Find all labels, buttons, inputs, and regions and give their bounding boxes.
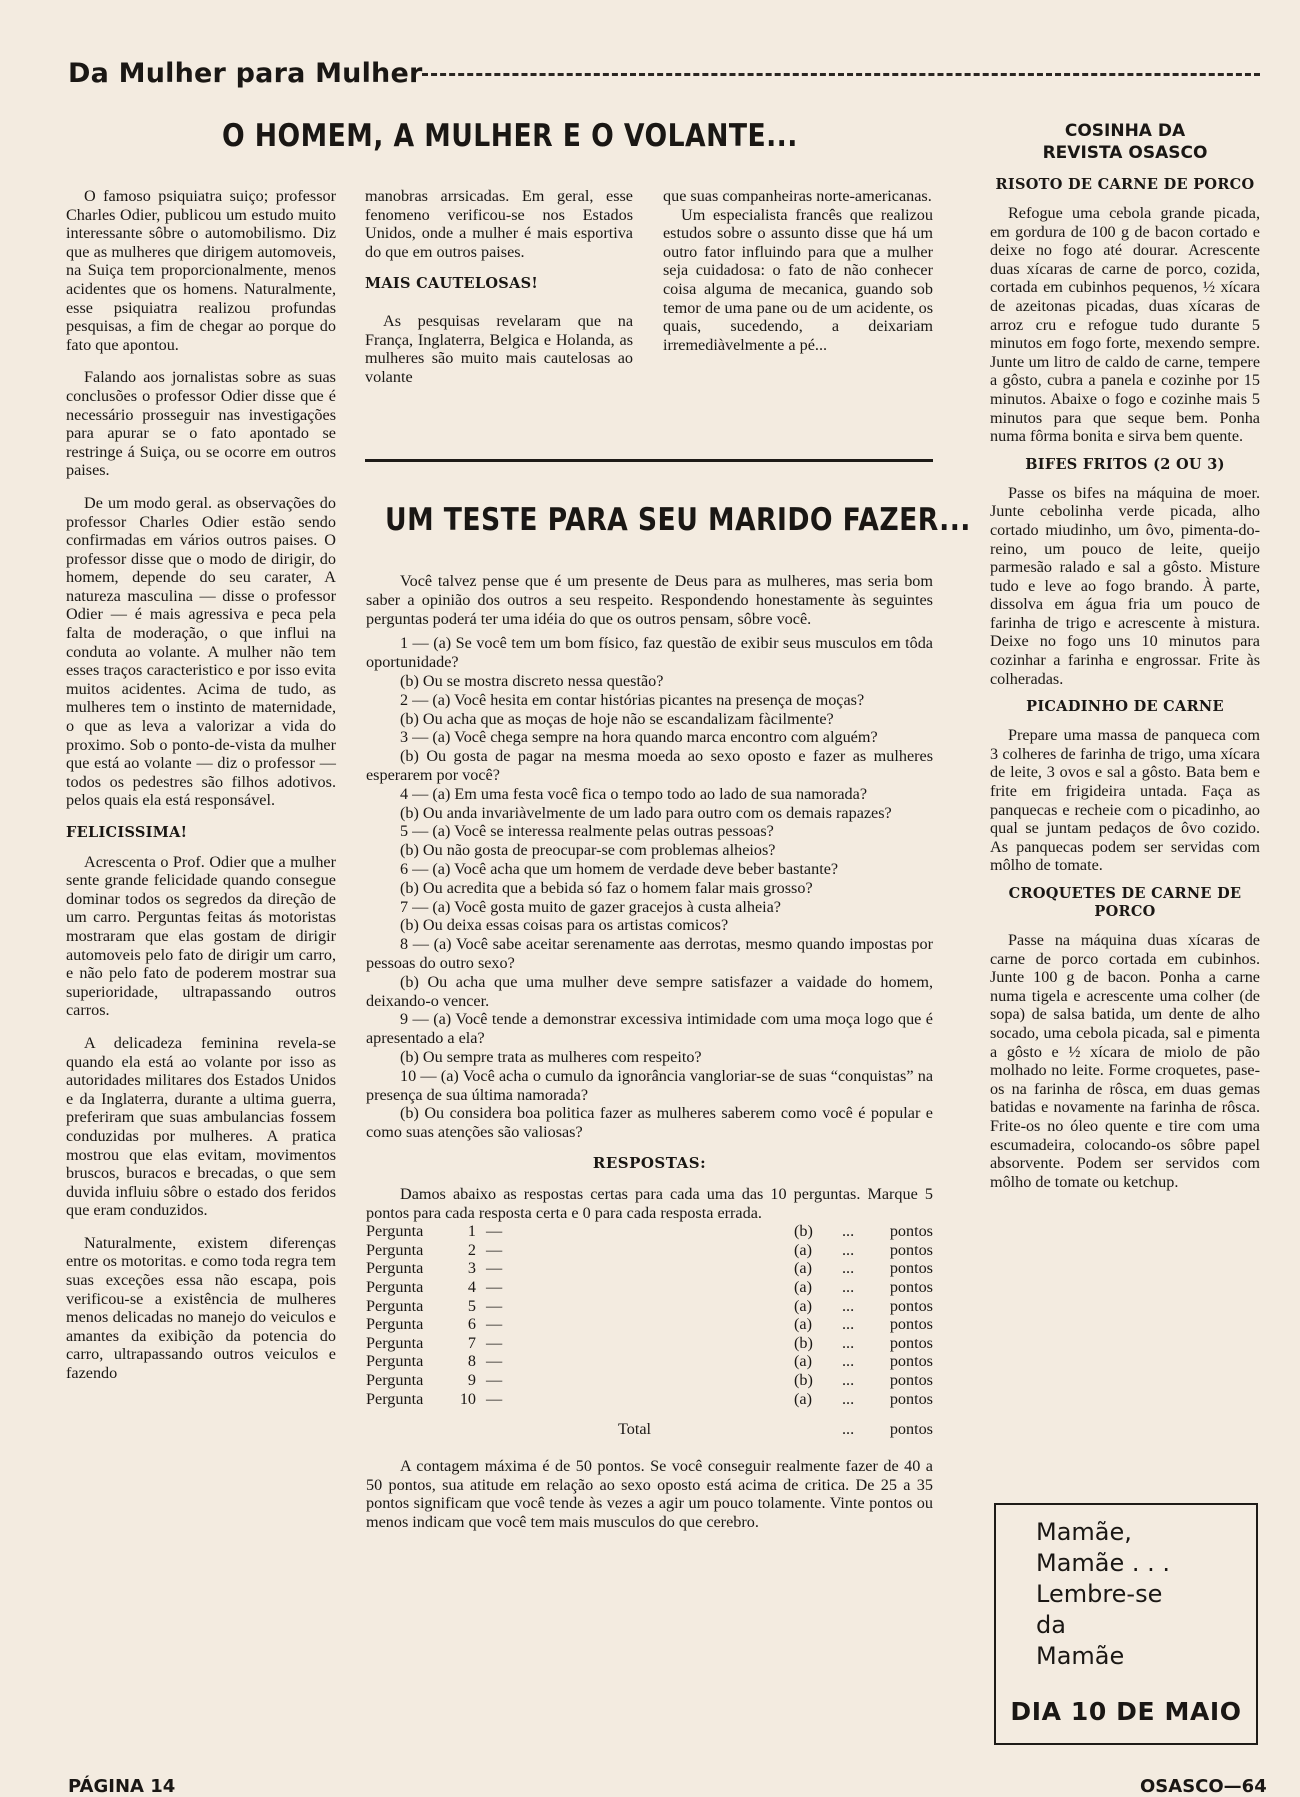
recipe-text: Refogue uma cebola grande picada, em gordura de 100 g de bacon cortado e deixe no fogo até dourar. Acrescente duas xícaras de carne de porco, cozida, cortada em cubinhos pequenos, ½ xícara de azeitonas picadas, duas xícaras de arroz cru e refogue tudo durante 5 minutos em fogo forte, mexendo sempre. Junte um litro de caldo de carne, tempere a gôsto, cubra a panela e cozinhe por 15 minutos. Abaixe o fogo e cozinhe mais 5 minutos para que seque bem. Ponha numa fôrma bonita e sirva bem quente. — [990, 204, 1260, 446]
answer-ans: (b) — [794, 1333, 813, 1352]
answer-pts: pontos — [889, 1240, 933, 1259]
recipe-title: RISOTO DE CARNE DE PORCO — [995, 176, 1255, 193]
page-number: PÁGINA 14 — [68, 1776, 176, 1797]
answer-row — [366, 1222, 933, 1241]
answer-ans: (a) — [794, 1389, 812, 1408]
answer-row — [366, 1334, 933, 1353]
answer-n: 2 — [467, 1240, 476, 1259]
answer-label: Pergunta — [366, 1222, 424, 1241]
answer-label: Pergunta — [366, 1296, 424, 1315]
ad-line: Mamãe — [1036, 1642, 1125, 1670]
recipes-column — [990, 120, 1260, 1195]
answer-ans: (a) — [794, 1259, 812, 1278]
answer-n: 10 — [459, 1389, 476, 1408]
answer-dots: ... — [842, 1222, 855, 1241]
article-subheading: FELICISSIMA! — [66, 824, 188, 841]
answer-row — [366, 1352, 933, 1371]
answer-row — [366, 1241, 933, 1260]
answer-dots: ... — [842, 1278, 855, 1297]
total-dots: ... — [842, 1420, 855, 1439]
quiz-question-b: (b) Ou sempre trata as mulheres com respeito? — [400, 1047, 702, 1066]
answer-label: Pergunta — [366, 1352, 424, 1371]
answers-table — [366, 1222, 933, 1408]
ad-line: Mamãe . . . — [1036, 1549, 1171, 1577]
answer-pts: pontos — [889, 1389, 933, 1408]
quiz-question-a: 3 — (a) Você chega sempre na hora quando marca encontro com alguém? — [400, 728, 878, 747]
answer-row — [366, 1315, 933, 1334]
quiz-intro: Você talvez pense que é um presente de Deus para as mulheres, mas seria bom saber a opinião dos outros a seu respeito. Respondendo honestamente às seguintes perguntas poderá ter uma idéia do que os outros pensam, sôbre você. — [366, 572, 933, 628]
total-points: pontos — [889, 1420, 933, 1439]
quiz-question-b: (b) Ou gosta de pagar na mesma moeda ao sexo oposto e fazer as mulheres esperarem por você? — [366, 747, 933, 784]
answer-n: 3 — [467, 1259, 476, 1278]
answer-ans: (a) — [794, 1240, 812, 1259]
answer-dash: — — [486, 1259, 503, 1278]
article-paragraph: O famoso psiquiatra suiço; professor Charles Odier, publicou um estudo muito interessante sôbre o automobilismo. Diz que as mulheres que dirigem automoveis, na Suiça tem proporcionalmente, menos acidentes que os homens. Naturalmente, esse psiquiatra realizou profundas pesquisas, a fim de chegar ao porque do fato que apontou. — [66, 187, 336, 354]
answer-label: Pergunta — [366, 1389, 424, 1408]
answer-pts: pontos — [889, 1278, 933, 1297]
quiz-question-b: (b) Ou acredita que a bebida só faz o homem falar mais grosso? — [400, 878, 813, 897]
article-paragraph: A delicadeza feminina revela-se quando ela está ao volante por isso as autoridades militares dos Estados Unidos e da Inglaterra, durante a ultima guerra, preferiram que suas ambulancias fossem conduzidas por mulheres. A pratica mostrou que elas evitam, movimentos bruscos, buracos e brecadas, o que sem duvida influiu sôbre o estado dos feridos que eram conduzidos. — [66, 1033, 336, 1220]
answer-row — [366, 1259, 933, 1278]
answer-ans: (a) — [794, 1315, 812, 1334]
answer-row — [366, 1371, 933, 1390]
recipe-title: BIFES FRITOS (2 OU 3) — [1025, 455, 1225, 473]
quiz-question-a: 9 — (a) Você tende a demonstrar excessiva intimidade com uma moça logo que é apresentado a ela? — [366, 1010, 933, 1048]
recipe-text: Passe na máquina duas xícaras de carne de porco cortada em cubinhos. Junte 100 g de bacon. Ponha a carne numa tigela e acrescente uma colher (de sopa) de salsa batida, um dente de alho socado, uma cebola picada, sal e pimenta a gôsto e ½ xícara de miolo de pão molhado no leite. Forme croquetes, pase-os na farinha de rôsca, em duas gemas batidas e novamente na farinha de rôsca. Frite-os no óleo quente e tire com uma escumadeira, colocando-os sôbre papel absorvente. Podem ser servidos com môlho de tomate ou ketchup. — [990, 931, 1260, 1191]
answer-row — [366, 1278, 933, 1297]
quiz-title: UM TESTE PARA SEU MARIDO FAZER... — [385, 502, 971, 538]
quiz-body — [366, 572, 933, 1538]
answer-dash: — — [486, 1222, 503, 1241]
article-column-3 — [663, 187, 933, 354]
answer-dots: ... — [842, 1315, 855, 1334]
answer-n: 4 — [467, 1278, 476, 1297]
article-subheading: MAIS CAUTELOSAS! — [365, 275, 539, 293]
recipe-title: CROQUETES DE CARNE DE PORCO — [1008, 885, 1242, 920]
answer-n: 1 — [467, 1222, 476, 1241]
quiz-question-a: 4 — (a) Em uma festa você fica o tempo todo ao lado de sua namorada? — [400, 784, 868, 803]
answer-dash: — — [486, 1371, 503, 1390]
answer-dash: — — [486, 1278, 503, 1297]
answer-pts: pontos — [889, 1352, 933, 1371]
magazine-issue: OSASCO—64 — [1140, 1776, 1267, 1797]
quiz-question-b: (b) Ou se mostra discreto nessa questão? — [400, 671, 664, 690]
article-paragraph: Acrescenta o Prof. Odier que a mulher sente grande felicidade quando consegue dominar todos os segredos da direção de um carro. Perguntas feitas ás motoristas mostraram que elas gostam de dirigir automoveis pelo fato de dirigir um carro, e não pelo fato de poderem mostrar sua superioridade, ultrapassando outros carros. — [66, 852, 336, 1020]
article-paragraph: De um modo geral. as observações do professor Charles Odier estão sendo confirmadas em vários outros paises. O professor disse que o modo de dirigir, do homem, depende do seu carater, A natureza masculina — disse o professor Odier — é mais agressiva e peca pela falta de moderação, o que influi na conduta ao volante. A mulher não tem esses traços caracteristico e por isso evita muitos acidentes. Acima de tudo, as mulheres tem o instinto de maternidade, o que as leva a valorizar a vida do proximo. Sob o ponto-de-vista da mulher que está ao volante — diz o professor — todos os pedestres são filhos adotivos. pelos quais ela está responsável. — [66, 493, 336, 810]
answer-dash: — — [486, 1389, 503, 1408]
mothers-day-ad — [994, 1503, 1258, 1745]
answer-label: Pergunta — [366, 1371, 424, 1390]
answer-row — [366, 1390, 933, 1409]
article-column-2 — [365, 187, 633, 386]
answer-label: Pergunta — [366, 1240, 424, 1259]
article-paragraph: manobras arrsicadas. Em geral, esse fenomeno verificou-se nos Estados Unidos, onde a mulher é mais esportiva do que em outros paises. — [365, 187, 633, 261]
recipe-title: PICADINHO DE CARNE — [1026, 698, 1224, 716]
quiz-question-b: (b) Ou considera boa politica fazer as mulheres saberem como você é popular e como suas atenções são valiosas? — [366, 1104, 933, 1142]
answer-pts: pontos — [889, 1371, 933, 1390]
article-column-1 — [66, 187, 336, 1383]
quiz-questions — [366, 634, 933, 1142]
quiz-question-a: 6 — (a) Você acha que um homem de verdade deve beber bastante? — [400, 859, 839, 878]
recipes-heading-line: COSINHA DA — [1064, 121, 1186, 141]
total-label: Total — [618, 1420, 652, 1439]
answer-dash: — — [486, 1333, 503, 1352]
answer-n: 7 — [467, 1333, 476, 1352]
section-title: Da Mulher para Mulher — [68, 58, 423, 89]
recipes-heading-line: REVISTA OSASCO — [1042, 143, 1208, 163]
answer-label: Pergunta — [366, 1333, 424, 1352]
quiz-question-a: 8 — (a) Você sabe aceitar serenamente aas derrotas, mesmo quando impostas por pessoas do outro sexo? — [366, 935, 933, 972]
article-paragraph: As pesquisas revelaram que na França, Inglaterra, Belgica e Holanda, as mulheres são muito mais cautelosas ao volante — [365, 311, 633, 386]
answer-pts: pontos — [889, 1315, 933, 1334]
answer-n: 6 — [467, 1315, 476, 1334]
article-paragraph: Falando aos jornalistas sobre as suas conclusões o professor Odier disse que é necessário prosseguir nas investigações para apurar se o fato apontado se restringe á Suiça, ou se ocorre em outros paises. — [66, 368, 336, 480]
ad-line: da — [1036, 1611, 1066, 1639]
answer-dash: — — [486, 1240, 503, 1259]
answer-dots: ... — [842, 1352, 855, 1371]
total-row — [366, 1420, 933, 1439]
answer-ans: (a) — [794, 1296, 812, 1315]
recipes-list — [990, 176, 1260, 1191]
answer-dots: ... — [842, 1389, 855, 1408]
answer-ans: (b) — [794, 1222, 813, 1241]
quiz-question-a: 2 — (a) Você hesita em contar histórias picantes na presença de moças? — [400, 690, 865, 709]
answer-ans: (b) — [794, 1371, 813, 1390]
answer-dots: ... — [842, 1240, 855, 1259]
article-paragraph: Um especialista francês que realizou estudos sobre o assunto disse que há um outro fator influindo para que a mulher seja cuidadosa: o fato de não conhecer coisa alguma de mecanica, guando sob temor de uma pane ou de um acidente, os quais, sucedendo, a deixariam irremediàvelmente a pé... — [663, 205, 933, 354]
quiz-question-b: (b) Ou anda invariàvelmente de um lado para outro com os demais rapazes? — [400, 803, 892, 822]
quiz-conclusion: A contagem máxima é de 50 pontos. Se você conseguir realmente fazer de 40 a 50 pontos, sua atitude em relação ao sexo oposto está acima de critica. De 25 a 35 pontos significam que você tende às vezes a agir um pouco tolamente. Vinte pontos ou menos indicam que você tem mais musculos do que cerebro. — [366, 1456, 933, 1532]
recipe-text: Prepare uma massa de panqueca com 3 colheres de farinha de trigo, uma xícara de leite, 3 ovos e sal a gôsto. Bata bem e frite em frigideira untada. Faça as panquecas e recheie com o picadinho, ao qual se juntam pedaços de ôvo cozido. As panquecas podem ser servidas com môlho de tomate. — [990, 726, 1260, 875]
answer-pts: pontos — [889, 1296, 933, 1315]
answer-dash: — — [486, 1352, 503, 1371]
recipe-text: Passe os bifes na máquina de moer. Junte cebolinha verde picada, alho cortado miudinho, um ôvo, pimenta-do-reino, um pouco de leite, queijo parmesão ralado e sal a gôsto. Misture tudo e leve ao fogo brando. À parte, dissolva em água fria um pouco de farinha de trigo e acrescente à mistura. Deixe no fogo uns 10 minutos para cozinhar a farinha e engrossar. Frite às colheradas. — [990, 483, 1260, 688]
quiz-question-a: 7 — (a) Você gosta muito de gazer gracejos à custa alheia? — [400, 897, 781, 916]
answer-ans: (a) — [794, 1352, 812, 1371]
answer-pts: pontos — [889, 1333, 933, 1352]
quiz-question-b: (b) Ou não gosta de preocupar-se com problemas alheios? — [400, 841, 776, 860]
answer-dots: ... — [842, 1259, 855, 1278]
answer-dash: — — [486, 1296, 503, 1315]
answer-dots: ... — [842, 1333, 855, 1352]
answer-label: Pergunta — [366, 1259, 424, 1278]
article-title: O HOMEM, A MULHER E O VOLANTE... — [222, 118, 798, 154]
answer-row — [366, 1297, 933, 1316]
answer-label: Pergunta — [366, 1315, 424, 1334]
ad-line: Mamãe, — [1036, 1518, 1132, 1546]
answer-pts: pontos — [889, 1259, 933, 1278]
answer-ans: (a) — [794, 1278, 812, 1297]
answer-dash: — — [486, 1315, 503, 1334]
quiz-question-a: 1 — (a) Se você tem um bom físico, faz questão de exibir seus musculos em tôda oportunidade? — [366, 634, 933, 672]
answer-label: Pergunta — [366, 1278, 424, 1297]
quiz-question-a: 10 — (a) Você acha o cumulo da ignorância vangloriar-se de suas “conquistas” na presença de sua última namorada? — [366, 1066, 933, 1104]
answer-pts: pontos — [889, 1222, 933, 1241]
answer-dots: ... — [842, 1371, 855, 1390]
quiz-question-b: (b) Ou acha que uma mulher deve sempre satisfazer a vaidade do homem, deixando-o vencer. — [366, 972, 933, 1010]
answer-n: 5 — [467, 1296, 476, 1315]
quiz-question-b: (b) Ou deixa essas coisas para os artistas comicos? — [400, 916, 729, 935]
answer-dots: ... — [842, 1296, 855, 1315]
answers-intro: Damos abaixo as respostas certas para cada uma das 10 perguntas. Marque 5 pontos para cada resposta certa e 0 para cada resposta errada. — [366, 1184, 933, 1222]
ad-line: Lembre-se — [1036, 1580, 1163, 1608]
answer-n: 8 — [467, 1352, 476, 1371]
quiz-question-a: 5 — (a) Você se interessa realmente pelas outras pessoas? — [400, 822, 774, 841]
section-divider — [365, 459, 933, 462]
article-paragraph: Naturalmente, existem diferenças entre os motoritas. e como toda regra tem suas exceções essa não escapa, pois verificou-se a existência de mulheres menos delicadas no manejo do veiculos e amantes da exibição da potencia do carro, ultrapassando outros veiculos e fazendo — [66, 1233, 336, 1383]
article-paragraph: que suas companheiras norte-americanas. — [663, 187, 932, 205]
answer-n: 9 — [467, 1371, 476, 1390]
recipes-heading — [990, 120, 1260, 164]
quiz-question-b: (b) Ou acha que as moças de hoje não se escandalizam fàcilmente? — [400, 709, 834, 728]
header-divider — [422, 73, 1260, 76]
ad-date: DIA 10 DE MAIO — [1010, 1697, 1242, 1726]
answers-title: RESPOSTAS: — [592, 1153, 707, 1172]
